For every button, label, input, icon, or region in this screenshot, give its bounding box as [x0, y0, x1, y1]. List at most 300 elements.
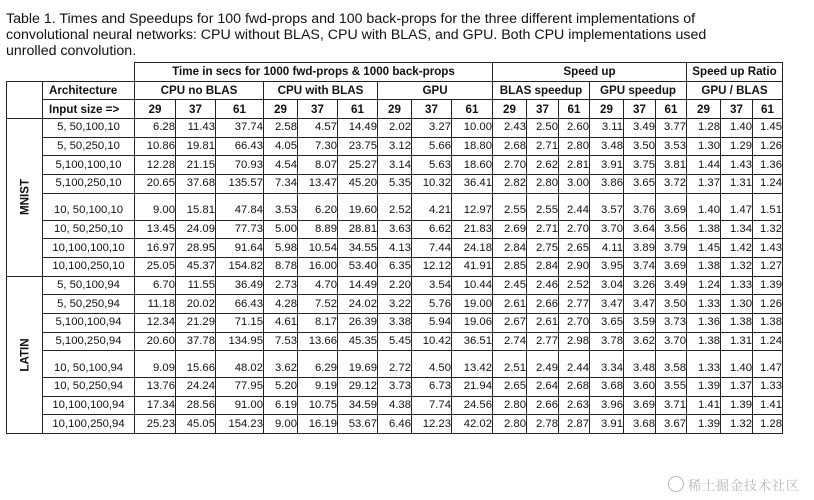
value-cell: 2.44: [559, 351, 590, 378]
header-input-size-4-2: 61: [656, 100, 687, 119]
value-cell: 3.70: [656, 332, 687, 351]
value-cell: 14.49: [338, 276, 378, 295]
value-cell: 25.05: [135, 257, 176, 276]
value-cell: 3.63: [378, 220, 412, 239]
table-row: [7, 415, 783, 434]
value-cell: 2.69: [493, 220, 527, 239]
value-cell: 5.76: [412, 295, 452, 314]
value-cell: 19.60: [338, 193, 378, 220]
value-cell: 36.41: [452, 175, 493, 194]
value-cell: 3.34: [590, 351, 624, 378]
value-cell: 2.87: [559, 415, 590, 434]
header-input-size: Input size =>: [43, 100, 135, 119]
value-cell: 1.32: [721, 415, 753, 434]
value-cell: 3.64: [624, 220, 656, 239]
value-cell: 11.43: [176, 119, 216, 138]
value-cell: 2.71: [527, 220, 559, 239]
value-cell: 3.91: [590, 415, 624, 434]
value-cell: 1.40: [721, 351, 753, 378]
value-cell: 4.28: [264, 295, 298, 314]
value-cell: 1.30: [721, 295, 753, 314]
value-cell: 6.19: [264, 396, 298, 415]
value-cell: 9.00: [264, 415, 298, 434]
value-cell: 2.55: [527, 193, 559, 220]
value-cell: 3.47: [590, 295, 624, 314]
value-cell: 3.26: [624, 276, 656, 295]
value-cell: 1.40: [721, 119, 753, 138]
value-cell: 3.22: [378, 295, 412, 314]
value-cell: 2.66: [527, 295, 559, 314]
value-cell: 3.62: [624, 332, 656, 351]
value-cell: 5.63: [412, 156, 452, 175]
value-cell: 3.69: [656, 257, 687, 276]
value-cell: 2.80: [493, 415, 527, 434]
header-input-size-3-0: 29: [493, 100, 527, 119]
value-cell: 1.28: [753, 415, 783, 434]
value-cell: 3.68: [624, 415, 656, 434]
value-cell: 2.61: [493, 295, 527, 314]
value-cell: 37.74: [216, 119, 264, 138]
header-time-group: Time in secs for 1000 fwd-props & 1000 back-props: [135, 63, 493, 82]
header-gpu-blas: GPU / BLAS: [687, 81, 783, 100]
value-cell: 2.63: [559, 396, 590, 415]
value-cell: 6.35: [378, 257, 412, 276]
value-cell: 19.06: [452, 313, 493, 332]
architecture-cell: 10, 50,250,94: [43, 378, 135, 397]
architecture-cell: 5,100,100,94: [43, 313, 135, 332]
value-cell: 2.20: [378, 276, 412, 295]
value-cell: 1.32: [721, 257, 753, 276]
value-cell: 11.18: [135, 295, 176, 314]
value-cell: 3.71: [656, 396, 687, 415]
architecture-cell: 5,100,250,10: [43, 175, 135, 194]
value-cell: 9.09: [135, 351, 176, 378]
header-input-size-1-1: 37: [298, 100, 338, 119]
value-cell: 7.34: [264, 175, 298, 194]
value-cell: 18.60: [452, 156, 493, 175]
value-cell: 1.38: [721, 313, 753, 332]
value-cell: 45.35: [338, 332, 378, 351]
value-cell: 2.72: [378, 351, 412, 378]
value-cell: 1.40: [687, 193, 721, 220]
value-cell: 3.96: [590, 396, 624, 415]
value-cell: 10.54: [298, 239, 338, 258]
value-cell: 25.27: [338, 156, 378, 175]
value-cell: 2.45: [493, 276, 527, 295]
value-cell: 154.23: [216, 415, 264, 434]
value-cell: 13.45: [135, 220, 176, 239]
results-table: [6, 62, 783, 434]
value-cell: 134.95: [216, 332, 264, 351]
value-cell: 28.56: [176, 396, 216, 415]
value-cell: 2.52: [378, 193, 412, 220]
value-cell: 2.80: [493, 396, 527, 415]
value-cell: 77.73: [216, 220, 264, 239]
value-cell: 10.86: [135, 137, 176, 156]
value-cell: 24.02: [338, 295, 378, 314]
value-cell: 4.05: [264, 137, 298, 156]
value-cell: 1.33: [721, 276, 753, 295]
value-cell: 1.38: [687, 257, 721, 276]
value-cell: 13.66: [298, 332, 338, 351]
architecture-cell: 5, 50,250,94: [43, 295, 135, 314]
value-cell: 154.82: [216, 257, 264, 276]
value-cell: 5.45: [378, 332, 412, 351]
value-cell: 7.30: [298, 137, 338, 156]
caption-line-3: unrolled convolution.: [6, 43, 137, 59]
value-cell: 2.52: [559, 276, 590, 295]
value-cell: 11.55: [176, 276, 216, 295]
value-cell: 1.42: [721, 239, 753, 258]
value-cell: 3.60: [624, 378, 656, 397]
value-cell: 1.37: [721, 378, 753, 397]
table-row: [7, 220, 783, 239]
header-gpu-speedup: GPU speedup: [590, 81, 687, 100]
header-gpu: GPU: [378, 81, 493, 100]
value-cell: 3.72: [656, 175, 687, 194]
value-cell: 34.59: [338, 396, 378, 415]
value-cell: 1.38: [687, 220, 721, 239]
value-cell: 2.02: [378, 119, 412, 138]
value-cell: 3.95: [590, 257, 624, 276]
caption-line-2: convolutional neural networks: CPU without BLAS, CPU with BLAS, and GPU. Both CPU implementations used: [6, 27, 707, 43]
value-cell: 19.81: [176, 137, 216, 156]
value-cell: 12.34: [135, 313, 176, 332]
watermark-text: 稀土掘金技术社区: [687, 478, 800, 493]
value-cell: 13.76: [135, 378, 176, 397]
value-cell: 3.38: [378, 313, 412, 332]
value-cell: 2.65: [559, 239, 590, 258]
value-cell: 3.75: [624, 156, 656, 175]
value-cell: 6.62: [412, 220, 452, 239]
value-cell: 2.75: [527, 239, 559, 258]
value-cell: 1.27: [753, 257, 783, 276]
value-cell: 25.23: [135, 415, 176, 434]
value-cell: 45.05: [176, 415, 216, 434]
value-cell: 2.82: [493, 175, 527, 194]
header-input-size-4-0: 29: [590, 100, 624, 119]
value-cell: 2.81: [559, 156, 590, 175]
value-cell: 1.39: [687, 378, 721, 397]
value-cell: 5.20: [264, 378, 298, 397]
value-cell: 1.24: [753, 175, 783, 194]
value-cell: 24.09: [176, 220, 216, 239]
value-cell: 4.21: [412, 193, 452, 220]
value-cell: 2.84: [527, 257, 559, 276]
value-cell: 6.70: [135, 276, 176, 295]
size-header-row: [7, 100, 783, 119]
value-cell: 3.65: [624, 175, 656, 194]
value-cell: 3.58: [656, 351, 687, 378]
value-cell: 36.49: [216, 276, 264, 295]
value-cell: 4.54: [264, 156, 298, 175]
value-cell: 16.97: [135, 239, 176, 258]
value-cell: 3.11: [590, 119, 624, 138]
value-cell: 21.83: [452, 220, 493, 239]
value-cell: 2.67: [493, 313, 527, 332]
value-cell: 2.85: [493, 257, 527, 276]
table-row: [7, 295, 783, 314]
header-cpu-no-blas: CPU no BLAS: [135, 81, 264, 100]
value-cell: 2.70: [493, 156, 527, 175]
value-cell: 1.39: [721, 396, 753, 415]
value-cell: 3.89: [624, 239, 656, 258]
value-cell: 1.29: [721, 137, 753, 156]
value-cell: 2.62: [527, 156, 559, 175]
value-cell: 1.38: [687, 332, 721, 351]
value-cell: 3.73: [378, 378, 412, 397]
table-row: [7, 156, 783, 175]
value-cell: 4.38: [378, 396, 412, 415]
value-cell: 1.33: [687, 295, 721, 314]
value-cell: 3.53: [656, 137, 687, 156]
value-cell: 1.26: [753, 295, 783, 314]
value-cell: 7.52: [298, 295, 338, 314]
architecture-cell: 10,100,250,94: [43, 415, 135, 434]
value-cell: 3.62: [264, 351, 298, 378]
value-cell: 5.98: [264, 239, 298, 258]
value-cell: 3.00: [559, 175, 590, 194]
value-cell: 3.50: [656, 295, 687, 314]
value-cell: 2.77: [559, 295, 590, 314]
value-cell: 13.47: [298, 175, 338, 194]
value-cell: 26.39: [338, 313, 378, 332]
value-cell: 1.43: [721, 156, 753, 175]
watermark-logo-icon: [668, 476, 684, 492]
value-cell: 3.55: [656, 378, 687, 397]
value-cell: 1.30: [687, 137, 721, 156]
value-cell: 3.69: [656, 193, 687, 220]
value-cell: 13.42: [452, 351, 493, 378]
table-row: [7, 313, 783, 332]
value-cell: 21.29: [176, 313, 216, 332]
value-cell: 3.14: [378, 156, 412, 175]
caption-line-1: Table 1. Times and Speedups for 100 fwd-props and 100 back-props for the three different implementations of: [6, 11, 696, 27]
architecture-cell: 10,100,250,10: [43, 257, 135, 276]
value-cell: 70.93: [216, 156, 264, 175]
value-cell: 37.78: [176, 332, 216, 351]
table-row: [7, 239, 783, 258]
value-cell: 3.49: [624, 119, 656, 138]
value-cell: 2.73: [264, 276, 298, 295]
value-cell: 1.28: [687, 119, 721, 138]
value-cell: 91.00: [216, 396, 264, 415]
value-cell: 8.78: [264, 257, 298, 276]
value-cell: 1.47: [753, 351, 783, 378]
value-cell: 2.49: [527, 351, 559, 378]
value-cell: 1.38: [753, 313, 783, 332]
value-cell: 19.00: [452, 295, 493, 314]
value-cell: 18.80: [452, 137, 493, 156]
value-cell: 1.33: [687, 351, 721, 378]
value-cell: 3.91: [590, 156, 624, 175]
value-cell: 21.15: [176, 156, 216, 175]
value-cell: 2.60: [559, 119, 590, 138]
dataset-label-text: MNIST: [18, 179, 31, 216]
value-cell: 6.28: [135, 119, 176, 138]
value-cell: 1.51: [753, 193, 783, 220]
value-cell: 3.49: [656, 276, 687, 295]
value-cell: 3.86: [590, 175, 624, 194]
value-cell: 2.70: [559, 220, 590, 239]
value-cell: 8.89: [298, 220, 338, 239]
table-caption: [6, 11, 806, 59]
value-cell: 3.57: [590, 193, 624, 220]
value-cell: 42.02: [452, 415, 493, 434]
value-cell: 12.12: [412, 257, 452, 276]
value-cell: 12.23: [412, 415, 452, 434]
architecture-cell: 5, 50,100,10: [43, 119, 135, 138]
header-input-size-5-1: 37: [721, 100, 753, 119]
value-cell: 1.45: [687, 239, 721, 258]
architecture-cell: 10,100,100,10: [43, 239, 135, 258]
value-cell: 1.24: [753, 332, 783, 351]
value-cell: 2.84: [493, 239, 527, 258]
value-cell: 5.66: [412, 137, 452, 156]
value-cell: 2.68: [493, 137, 527, 156]
architecture-cell: 10, 50,100,10: [43, 193, 135, 220]
table-row: [7, 396, 783, 415]
value-cell: 3.12: [378, 137, 412, 156]
value-cell: 2.43: [493, 119, 527, 138]
value-cell: 1.43: [753, 239, 783, 258]
value-cell: 5.00: [264, 220, 298, 239]
header-input-size-5-2: 61: [753, 100, 783, 119]
architecture-cell: 5, 50,100,94: [43, 276, 135, 295]
value-cell: 3.73: [656, 313, 687, 332]
table-row: [7, 193, 783, 220]
value-cell: 47.84: [216, 193, 264, 220]
architecture-cell: 5, 50,250,10: [43, 137, 135, 156]
header-input-size-1-2: 61: [338, 100, 378, 119]
value-cell: 2.74: [493, 332, 527, 351]
header-input-size-3-2: 61: [559, 100, 590, 119]
value-cell: 48.02: [216, 351, 264, 378]
value-cell: 2.61: [527, 313, 559, 332]
value-cell: 135.57: [216, 175, 264, 194]
table-row: [7, 332, 783, 351]
value-cell: 10.42: [412, 332, 452, 351]
value-cell: 53.40: [338, 257, 378, 276]
value-cell: 34.55: [338, 239, 378, 258]
value-cell: 6.73: [412, 378, 452, 397]
value-cell: 1.31: [721, 332, 753, 351]
value-cell: 77.95: [216, 378, 264, 397]
value-cell: 2.55: [493, 193, 527, 220]
value-cell: 1.37: [687, 175, 721, 194]
value-cell: 2.80: [559, 137, 590, 156]
value-cell: 5.35: [378, 175, 412, 194]
value-cell: 3.74: [624, 257, 656, 276]
value-cell: 1.41: [753, 396, 783, 415]
subgroup-header-row: [7, 81, 783, 100]
value-cell: 1.44: [687, 156, 721, 175]
value-cell: 10.00: [452, 119, 493, 138]
header-input-size-2-1: 37: [412, 100, 452, 119]
value-cell: 45.20: [338, 175, 378, 194]
value-cell: 2.51: [493, 351, 527, 378]
value-cell: 8.17: [298, 313, 338, 332]
value-cell: 1.26: [753, 137, 783, 156]
value-cell: 3.70: [590, 220, 624, 239]
value-cell: 24.24: [176, 378, 216, 397]
value-cell: 1.36: [753, 156, 783, 175]
value-cell: 15.66: [176, 351, 216, 378]
value-cell: 2.71: [527, 137, 559, 156]
value-cell: 28.81: [338, 220, 378, 239]
table-row: [7, 257, 783, 276]
value-cell: 1.36: [687, 313, 721, 332]
value-cell: 4.57: [298, 119, 338, 138]
value-cell: 10.44: [452, 276, 493, 295]
value-cell: 2.98: [559, 332, 590, 351]
value-cell: 36.51: [452, 332, 493, 351]
value-cell: 17.34: [135, 396, 176, 415]
value-cell: 3.65: [590, 313, 624, 332]
value-cell: 2.50: [527, 119, 559, 138]
value-cell: 4.70: [298, 276, 338, 295]
value-cell: 3.59: [624, 313, 656, 332]
table-row: [7, 378, 783, 397]
architecture-cell: 5,100,100,10: [43, 156, 135, 175]
value-cell: 1.39: [753, 276, 783, 295]
value-cell: 3.54: [412, 276, 452, 295]
value-cell: 24.18: [452, 239, 493, 258]
value-cell: 2.70: [559, 313, 590, 332]
value-cell: 14.49: [338, 119, 378, 138]
value-cell: 1.34: [721, 220, 753, 239]
header-input-size-4-1: 37: [624, 100, 656, 119]
value-cell: 3.69: [624, 396, 656, 415]
value-cell: 20.65: [135, 175, 176, 194]
value-cell: 3.68: [590, 378, 624, 397]
dataset-label-text: LATIN: [18, 338, 31, 372]
value-cell: 20.60: [135, 332, 176, 351]
table-row: [7, 137, 783, 156]
value-cell: 3.77: [656, 119, 687, 138]
header-dataset-blank: [7, 81, 43, 118]
value-cell: 1.47: [721, 193, 753, 220]
value-cell: 4.50: [412, 351, 452, 378]
architecture-cell: 10,100,100,94: [43, 396, 135, 415]
dataset-label: [7, 276, 43, 434]
value-cell: 12.97: [452, 193, 493, 220]
value-cell: 21.94: [452, 378, 493, 397]
value-cell: 1.31: [721, 175, 753, 194]
value-cell: 3.67: [656, 415, 687, 434]
header-input-size-2-2: 61: [452, 100, 493, 119]
value-cell: 91.64: [216, 239, 264, 258]
value-cell: 3.53: [264, 193, 298, 220]
value-cell: 8.07: [298, 156, 338, 175]
header-input-size-1-0: 29: [264, 100, 298, 119]
value-cell: 2.46: [527, 276, 559, 295]
watermark: [668, 475, 800, 494]
value-cell: 2.77: [527, 332, 559, 351]
value-cell: 2.68: [559, 378, 590, 397]
value-cell: 3.79: [656, 239, 687, 258]
value-cell: 2.80: [527, 175, 559, 194]
architecture-cell: 10, 50,100,94: [43, 351, 135, 378]
value-cell: 1.32: [753, 220, 783, 239]
value-cell: 1.41: [687, 396, 721, 415]
table-row: [7, 276, 783, 295]
value-cell: 2.66: [527, 396, 559, 415]
header-cpu-with-blas: CPU with BLAS: [264, 81, 378, 100]
value-cell: 29.12: [338, 378, 378, 397]
value-cell: 15.81: [176, 193, 216, 220]
value-cell: 28.95: [176, 239, 216, 258]
